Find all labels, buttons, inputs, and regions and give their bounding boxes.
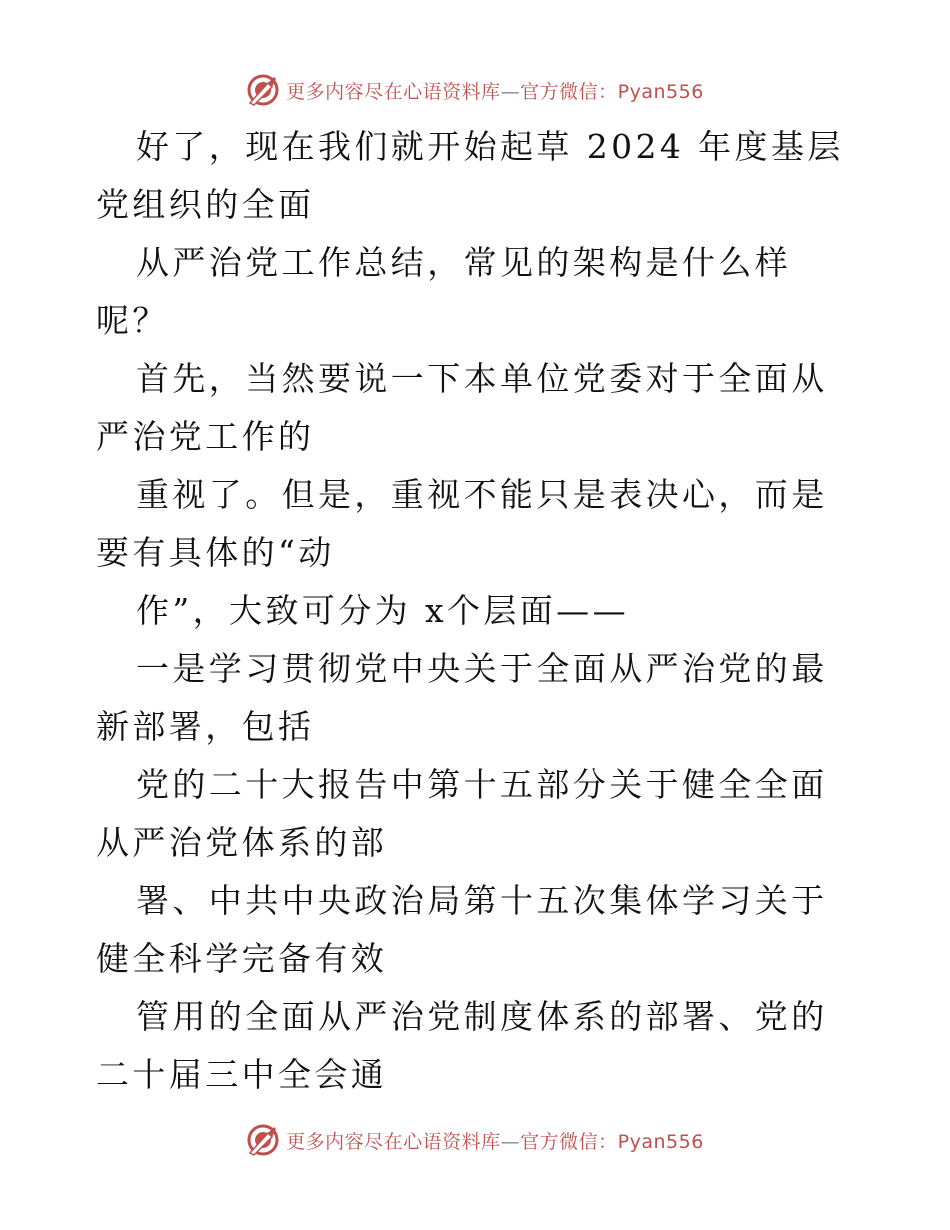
header-banner-wechat: 官方微信：Pyan556 xyxy=(520,80,704,103)
paragraph-1: 好了，现在我们就开始起草 2024 年度基层党组织的全面 xyxy=(96,127,844,224)
paragraph-8: 署、中共中央政治局第十五次集体学习关于健全科学完备有效 xyxy=(96,881,828,978)
pen-logo-icon xyxy=(246,73,280,107)
paragraph-6: 一是学习贯彻党中央关于全面从严治党的最新部署，包括 xyxy=(96,649,828,746)
paragraph-2: 从严治党工作总结，常见的架构是什么样呢？ xyxy=(96,243,792,340)
document-body xyxy=(96,118,856,1104)
paragraph-5: 作”，大致可分为 x个层面—— xyxy=(136,591,629,630)
paragraph-3: 首先，当然要说一下本单位党委对于全面从严治党工作的 xyxy=(96,359,828,456)
footer-banner xyxy=(0,1120,950,1160)
footer-banner-text xyxy=(286,1127,704,1154)
pen-logo-icon xyxy=(246,1123,280,1157)
footer-banner-wechat: 官方微信：Pyan556 xyxy=(520,1130,704,1153)
header-banner xyxy=(0,70,950,110)
footer-banner-title: 更多内容尽在心语资料库 xyxy=(286,1130,501,1153)
header-banner-text xyxy=(286,77,704,104)
footer-banner-dash: — xyxy=(500,1130,521,1153)
paragraph-7: 党的二十大报告中第十五部分关于健全全面从严治党体系的部 xyxy=(96,765,828,862)
paragraph-9: 管用的全面从严治党制度体系的部署、党的二十届三中全会通 xyxy=(96,997,828,1094)
header-banner-dash: — xyxy=(500,80,521,103)
paragraph-4: 重视了。但是，重视不能只是表决心，而是要有具体的“动 xyxy=(96,475,828,572)
header-banner-title: 更多内容尽在心语资料库 xyxy=(286,80,501,103)
